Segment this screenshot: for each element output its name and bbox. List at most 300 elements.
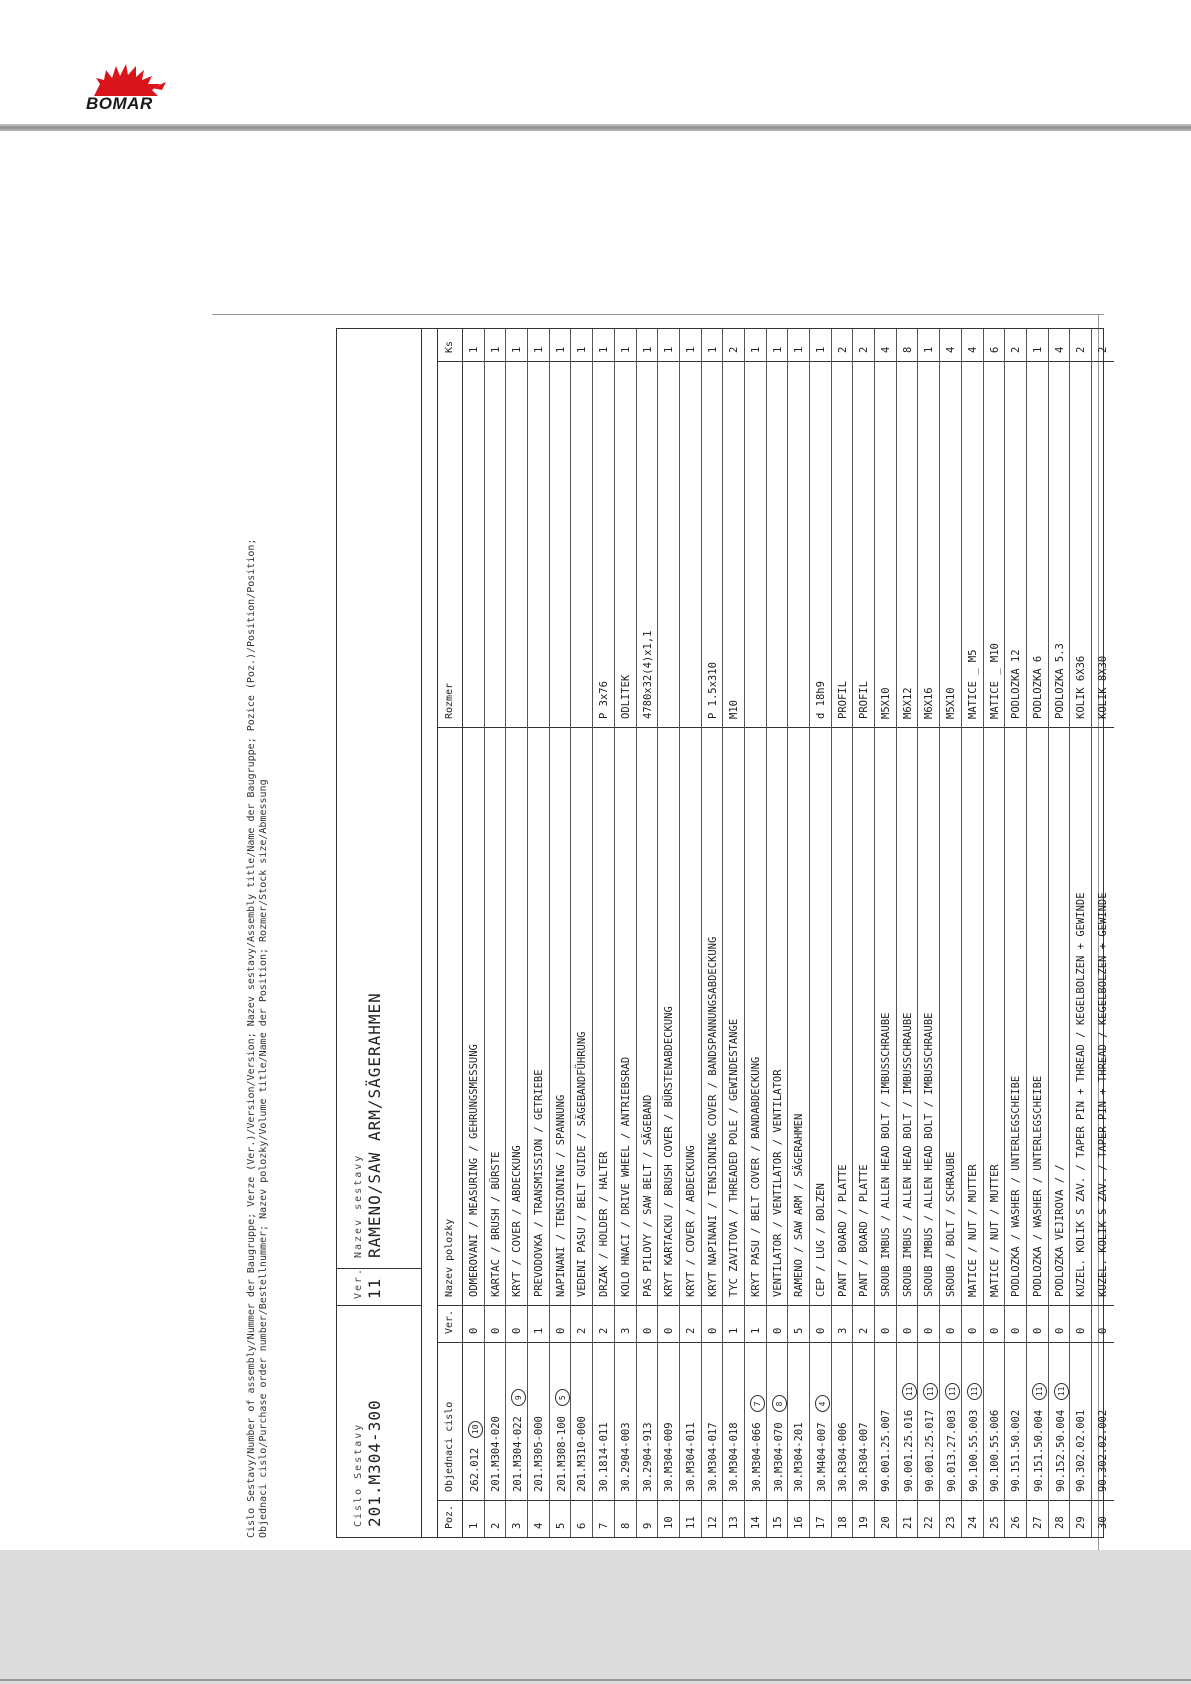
order-number-cell [745, 1342, 766, 1500]
item-name-text: PREVODOVKA / TRANSMISSION / GETRIEBE [533, 1069, 546, 1297]
position-text: 26 [1010, 1516, 1023, 1529]
item-name-text: PANT / BOARD / PLATTE [858, 1164, 871, 1297]
position-text: 10 [663, 1516, 676, 1529]
footnote-line: Objednaci cislo/Purchase order number/Bestellnummer; Nazev polozky/Volume title/Name der Position; Rozmer/Stock size/Abmessung [258, 779, 269, 1538]
position-text: 9 [641, 1522, 654, 1529]
stock-size-text: P 1.5x310 [706, 662, 719, 719]
version-text: 0 [901, 1327, 914, 1334]
order-number-text: 90.100.55.003 [967, 1409, 980, 1492]
order-number-text: 30.M304-066 [750, 1422, 763, 1492]
item-name-cell [528, 727, 549, 1305]
parts-list-sheet [246, 328, 1109, 1538]
version-text: 0 [641, 1327, 654, 1334]
version-cell [788, 1305, 809, 1342]
quantity-cell [1005, 329, 1026, 361]
table-row [615, 329, 637, 1537]
stock-size-cell [767, 361, 788, 727]
version-cell [767, 1305, 788, 1342]
item-name-text: KUZEL. KOLIK S ZAV. / TAPER PIN + THREAD / KEGELBOLZEN + GEWINDE [1075, 892, 1088, 1297]
order-number-cell [485, 1342, 506, 1500]
quantity-cell [506, 329, 527, 361]
quantity-text: 1 [793, 346, 806, 353]
version-text: 2 [598, 1327, 611, 1334]
callout-badge: 11 [945, 1383, 960, 1400]
item-name-text: KRYT KARTACKU / BRUSH COVER / BÜRSTENABDECKUNG [663, 1006, 676, 1297]
item-name-text: TYC ZAVITOVA / THREADED POLE / GEWINDESTANGE [728, 1018, 741, 1297]
quantity-cell [550, 329, 571, 361]
stock-size-text: PODLOZKA 5.3 [1053, 643, 1066, 719]
table-row [767, 329, 789, 1537]
order-number-text: 30.2904-003 [619, 1422, 632, 1492]
position-text: 2 [489, 1522, 502, 1529]
stock-size-cell [463, 361, 484, 727]
title-block [337, 329, 438, 1537]
order-number-cell [615, 1342, 636, 1500]
quantity-cell [832, 329, 853, 361]
item-name-text: KOLO HNACI / DRIVE WHEEL / ANTRIEBSRAD [619, 1056, 632, 1297]
stock-size-text: M5X10 [945, 687, 958, 719]
position-text: 13 [728, 1516, 741, 1529]
order-number-text: 30.M304-201 [793, 1422, 806, 1492]
position-cell [897, 1500, 918, 1537]
callout-badge: 11 [967, 1383, 982, 1400]
table-row [571, 329, 593, 1537]
version-text: 5 [793, 1327, 806, 1334]
table-body [463, 329, 1114, 1537]
order-number-cell [832, 1342, 853, 1500]
quantity-text: 2 [728, 346, 741, 353]
item-name-text: VENTILATOR / VENTILATOR / VENTILATOR [771, 1069, 784, 1297]
position-cell [680, 1500, 701, 1537]
item-name-cell [463, 727, 484, 1305]
callout-badge: 11 [902, 1383, 917, 1400]
quantity-text: 1 [663, 346, 676, 353]
order-number-cell [1092, 1342, 1114, 1500]
title-block-divider [421, 329, 438, 1537]
position-cell [485, 1500, 506, 1537]
version-text: 2 [858, 1327, 871, 1334]
position-cell [810, 1500, 831, 1537]
item-name-text: DRZAK / HOLDER / HALTER [598, 1151, 611, 1297]
stock-size-cell [1049, 361, 1070, 727]
position-cell [550, 1500, 571, 1537]
position-text: 17 [815, 1516, 827, 1529]
order-number-cell [637, 1342, 658, 1500]
callout-badge: 5 [555, 1389, 570, 1406]
quantity-text: 1 [749, 346, 762, 353]
version-cell [940, 1305, 961, 1342]
column-header: Rozmer [438, 361, 462, 727]
table-row [1092, 329, 1114, 1537]
version-text: 0 [489, 1327, 502, 1334]
position-cell [723, 1500, 744, 1537]
order-number-text: 30.R304-007 [858, 1422, 871, 1492]
order-number-cell [767, 1342, 788, 1500]
position-cell [788, 1500, 809, 1537]
order-number-cell [810, 1342, 831, 1500]
table-row [528, 329, 550, 1537]
item-name-cell [1070, 727, 1091, 1305]
version-text: 0 [923, 1327, 936, 1334]
order-number-cell [1005, 1342, 1026, 1500]
order-number-cell [658, 1342, 679, 1500]
order-number-cell [463, 1342, 484, 1500]
order-number-text: 201.M304-020 [489, 1416, 502, 1492]
quantity-cell [810, 329, 831, 361]
position-text: 28 [1053, 1516, 1066, 1529]
quantity-text: 1 [576, 346, 589, 353]
item-name-text: KRYT / COVER / ABDECKUNG [511, 1145, 524, 1297]
stock-size-text: KOLIK 6X36 [1075, 655, 1088, 719]
position-cell [940, 1500, 961, 1537]
quantity-cell [853, 329, 874, 361]
stock-size-cell [550, 361, 571, 727]
stock-size-cell [528, 361, 549, 727]
item-name-cell [1049, 727, 1070, 1305]
position-text: 21 [901, 1516, 914, 1529]
position-text: 18 [836, 1516, 849, 1529]
table-row [506, 329, 528, 1537]
position-cell [1005, 1500, 1026, 1537]
item-name-text: MATICE / NUT / MUTTER [988, 1164, 1001, 1297]
quantity-cell [767, 329, 788, 361]
position-cell [506, 1500, 527, 1537]
stock-size-text: PROFIL [858, 681, 871, 719]
position-text: 23 [945, 1516, 958, 1529]
version-label: Ver. [353, 1266, 364, 1299]
quantity-cell [745, 329, 766, 361]
quantity-cell [658, 329, 679, 361]
order-number-cell [506, 1342, 527, 1500]
table-row [940, 329, 962, 1537]
stock-size-text: KOLIK 8X30 [1096, 655, 1109, 719]
table-row [745, 329, 767, 1537]
item-name-text: KRYT / COVER / ABDECKUNG [684, 1145, 697, 1297]
quantity-text: 1 [554, 346, 567, 353]
item-name-text: KUZEL. KOLIK S ZAV. / TAPER PIN + THREAD / KEGELBOLZEN + GEWINDE [1096, 892, 1109, 1297]
stock-size-cell [658, 361, 679, 727]
table-row [810, 329, 832, 1537]
version-cell [918, 1305, 939, 1342]
version-cell [1005, 1305, 1026, 1342]
stock-size-text: 4780x32(4)x1,1 [641, 630, 654, 719]
position-text: 27 [1031, 1516, 1044, 1529]
item-name-cell [680, 727, 701, 1305]
version-text: 3 [619, 1327, 632, 1334]
table-row [788, 329, 810, 1537]
item-name-cell [853, 727, 874, 1305]
position-cell [637, 1500, 658, 1537]
order-number-cell [702, 1342, 723, 1500]
position-text: 14 [749, 1516, 762, 1529]
stock-size-cell [918, 361, 939, 727]
quantity-cell [1049, 329, 1070, 361]
item-name-cell [940, 727, 961, 1305]
order-number-text: 30.M304-011 [684, 1422, 697, 1492]
position-text: 15 [771, 1516, 784, 1529]
quantity-cell [897, 329, 918, 361]
order-number-cell [962, 1342, 983, 1500]
quantity-text: 1 [1031, 346, 1044, 353]
order-number-text: 90.151.50.004 [1032, 1409, 1045, 1492]
stock-size-cell [788, 361, 809, 727]
order-number-text: 90.151.50.002 [1010, 1409, 1023, 1492]
version-text: 0 [1031, 1327, 1044, 1334]
item-name-cell [788, 727, 809, 1305]
stock-size-text: ODLITEK [619, 674, 632, 719]
assembly-name-cell [337, 329, 421, 1268]
footnote-line: Cislo Sestavy/Number of assembly/Nummer der Baugruppe; Verze (Ver.)/Version/Version; Nazev sestavy/Assembly title/Name der Baugruppe; Pozice (Poz.)/Position/Position; [246, 538, 257, 1538]
item-name-cell [550, 727, 571, 1305]
stock-size-cell [485, 361, 506, 727]
table-row [875, 329, 897, 1537]
quantity-cell [702, 329, 723, 361]
stock-size-cell [615, 361, 636, 727]
position-cell [463, 1500, 484, 1537]
order-number-text: 262.012 [469, 1447, 481, 1492]
quantity-cell [875, 329, 896, 361]
position-text: 3 [511, 1522, 524, 1529]
version-text: 0 [1075, 1327, 1088, 1334]
table-row [1005, 329, 1027, 1537]
order-number-cell [875, 1342, 896, 1500]
quantity-text: 1 [684, 346, 697, 353]
item-name-text: CEP / LUG / BOLZEN [815, 1183, 827, 1297]
version-value: 11 [365, 1277, 384, 1299]
quantity-text: 4 [880, 346, 893, 353]
stock-size-text: P 3x76 [598, 681, 611, 719]
quantity-text: 1 [619, 346, 632, 353]
item-name-cell [723, 727, 744, 1305]
position-text: 11 [684, 1516, 697, 1529]
table-row [463, 329, 485, 1537]
column-header-row [438, 329, 463, 1537]
item-name-cell [767, 727, 788, 1305]
quantity-cell [1070, 329, 1091, 361]
callout-badge: 7 [750, 1395, 765, 1412]
item-name-cell [962, 727, 983, 1305]
order-number-text: 201.M305-000 [533, 1416, 546, 1492]
version-cell [984, 1305, 1005, 1342]
column-header: Ver. [438, 1305, 462, 1342]
position-cell [1092, 1500, 1114, 1537]
quantity-cell [1092, 329, 1114, 361]
quantity-text: 2 [1075, 346, 1088, 353]
order-number-cell [853, 1342, 874, 1500]
stock-size-cell [637, 361, 658, 727]
position-text: 25 [988, 1516, 1001, 1529]
table-row [637, 329, 659, 1537]
quantity-text: 1 [815, 346, 827, 353]
version-cell [810, 1305, 831, 1342]
order-number-text: 90.001.25.007 [880, 1409, 893, 1492]
quantity-text: 4 [966, 346, 979, 353]
quantity-text: 2 [858, 346, 871, 353]
order-number-cell [571, 1342, 592, 1500]
quantity-text: 1 [468, 346, 480, 353]
quantity-text: 2 [1096, 346, 1109, 353]
stock-size-text: PROFIL [836, 681, 849, 719]
order-number-cell [528, 1342, 549, 1500]
position-cell [1049, 1500, 1070, 1537]
order-number-text: 30.M304-018 [728, 1422, 741, 1492]
version-cell [832, 1305, 853, 1342]
table-row [962, 329, 984, 1537]
stock-size-cell [810, 361, 831, 727]
item-name-cell [832, 727, 853, 1305]
version-text: 0 [706, 1327, 719, 1334]
stock-size-cell [853, 361, 874, 727]
version-cell [1092, 1305, 1114, 1342]
stock-size-cell [702, 361, 723, 727]
item-name-text: KRYT NAPINANI / TENSIONING COVER / BANDSPANNUNGSABDECKUNG [706, 936, 719, 1297]
item-name-text: VEDENI PASU / BELT GUIDE / SÄGEBANDFÜHRUNG [576, 1031, 589, 1297]
callout-badge: 4 [815, 1395, 830, 1412]
item-name-cell [658, 727, 679, 1305]
position-text: 6 [576, 1522, 589, 1529]
version-text: 0 [988, 1327, 1001, 1334]
version-text: 1 [533, 1327, 546, 1334]
assembly-name-label: Nazev sestavy [353, 1153, 364, 1258]
version-text: 1 [728, 1327, 741, 1334]
quantity-text: 4 [945, 346, 958, 353]
order-number-cell [723, 1342, 744, 1500]
order-number-text: 30.M304-070 [772, 1422, 785, 1492]
stock-size-cell [962, 361, 983, 727]
version-cell [506, 1305, 527, 1342]
version-text: 0 [815, 1327, 827, 1334]
version-text: 0 [663, 1327, 676, 1334]
position-cell [615, 1500, 636, 1537]
stock-size-cell [1005, 361, 1026, 727]
item-name-text: PODLOZKA VEJIROVA / / [1053, 1164, 1066, 1297]
position-text: 4 [533, 1522, 546, 1529]
callout-badge: 10 [468, 1421, 483, 1438]
quantity-text: 1 [641, 346, 654, 353]
position-text: 5 [554, 1522, 567, 1529]
position-text: 20 [880, 1516, 893, 1529]
order-number-text: 90.001.25.016 [902, 1409, 915, 1492]
quantity-text: 1 [598, 346, 611, 353]
quantity-cell [984, 329, 1005, 361]
item-name-text: PODLOZKA / WASHER / UNTERLEGSCHEIBE [1031, 1075, 1044, 1297]
column-header: Nazev polozky [438, 727, 462, 1305]
table-row [1070, 329, 1092, 1537]
stock-size-cell [940, 361, 961, 727]
stock-size-text: M6X12 [901, 687, 914, 719]
order-number-text: 30.2904-913 [641, 1422, 654, 1492]
quantity-text: 8 [901, 346, 914, 353]
quantity-cell [485, 329, 506, 361]
stock-size-cell [593, 361, 614, 727]
quantity-cell [680, 329, 701, 361]
order-number-cell [680, 1342, 701, 1500]
footer-band [0, 1550, 1191, 1684]
callout-badge: 8 [772, 1395, 787, 1412]
item-name-text: NAPINANI / TENSIONING / SPANNUNG [554, 1094, 567, 1297]
order-number-text: 90.302.02.001 [1075, 1409, 1088, 1492]
position-cell [658, 1500, 679, 1537]
legend-footnotes [246, 328, 292, 1538]
order-number-text: 201.M310-000 [576, 1416, 589, 1492]
order-number-cell [984, 1342, 1005, 1500]
item-name-cell [918, 727, 939, 1305]
position-cell [832, 1500, 853, 1537]
position-cell [962, 1500, 983, 1537]
stock-size-text: d 18h9 [815, 681, 827, 719]
quantity-cell [637, 329, 658, 361]
item-name-cell [1027, 727, 1048, 1305]
version-cell [337, 1268, 421, 1305]
item-name-text: RAMENO / SAW ARM / SÄGERAHMEN [793, 1113, 806, 1297]
position-cell [745, 1500, 766, 1537]
version-text: 0 [554, 1327, 567, 1334]
item-name-cell [571, 727, 592, 1305]
position-cell [1070, 1500, 1091, 1537]
order-number-cell [918, 1342, 939, 1500]
position-cell [918, 1500, 939, 1537]
callout-badge: 9 [511, 1389, 526, 1406]
table-row [984, 329, 1006, 1537]
quantity-text: 6 [988, 346, 1001, 353]
assembly-number: 201.M304-300 [365, 1399, 384, 1527]
assembly-number-label: Cislo Sestavy [353, 1422, 364, 1527]
footer-line [0, 1679, 1191, 1681]
position-text: 8 [619, 1522, 632, 1529]
quantity-text: 2 [1010, 346, 1023, 353]
order-number-text: 90.001.25.017 [924, 1409, 937, 1492]
version-text: 0 [1096, 1327, 1109, 1334]
quantity-cell [593, 329, 614, 361]
item-name-cell [745, 727, 766, 1305]
version-cell [658, 1305, 679, 1342]
stock-size-cell [1092, 361, 1114, 727]
stock-size-cell [571, 361, 592, 727]
item-name-text: MATICE / NUT / MUTTER [966, 1164, 979, 1297]
version-cell [1070, 1305, 1091, 1342]
version-cell [723, 1305, 744, 1342]
column-header: Ks [444, 340, 455, 353]
table-row [485, 329, 507, 1537]
item-name-cell [637, 727, 658, 1305]
position-cell [1027, 1500, 1048, 1537]
order-number-text: 30.R304-006 [836, 1422, 849, 1492]
version-text: 2 [576, 1327, 589, 1334]
item-name-cell [810, 727, 831, 1305]
quantity-text: 1 [771, 346, 784, 353]
position-cell [767, 1500, 788, 1537]
quantity-cell [463, 329, 484, 361]
header-bar [0, 124, 1191, 131]
quantity-cell [788, 329, 809, 361]
version-cell [853, 1305, 874, 1342]
stock-size-cell [745, 361, 766, 727]
version-cell [637, 1305, 658, 1342]
quantity-cell [723, 329, 744, 361]
stock-size-cell [832, 361, 853, 727]
order-number-text: 30.M304-017 [706, 1422, 719, 1492]
item-name-cell [875, 727, 896, 1305]
quantity-cell [940, 329, 961, 361]
order-number-text: 90.302.02.002 [1096, 1409, 1109, 1492]
table-row [680, 329, 702, 1537]
order-number-cell [940, 1342, 961, 1500]
quantity-cell [962, 329, 983, 361]
order-number-text: 90.152.50.004 [1054, 1409, 1067, 1492]
version-cell [875, 1305, 896, 1342]
column-header: Poz. [438, 1500, 462, 1537]
quantity-text: 1 [923, 346, 936, 353]
